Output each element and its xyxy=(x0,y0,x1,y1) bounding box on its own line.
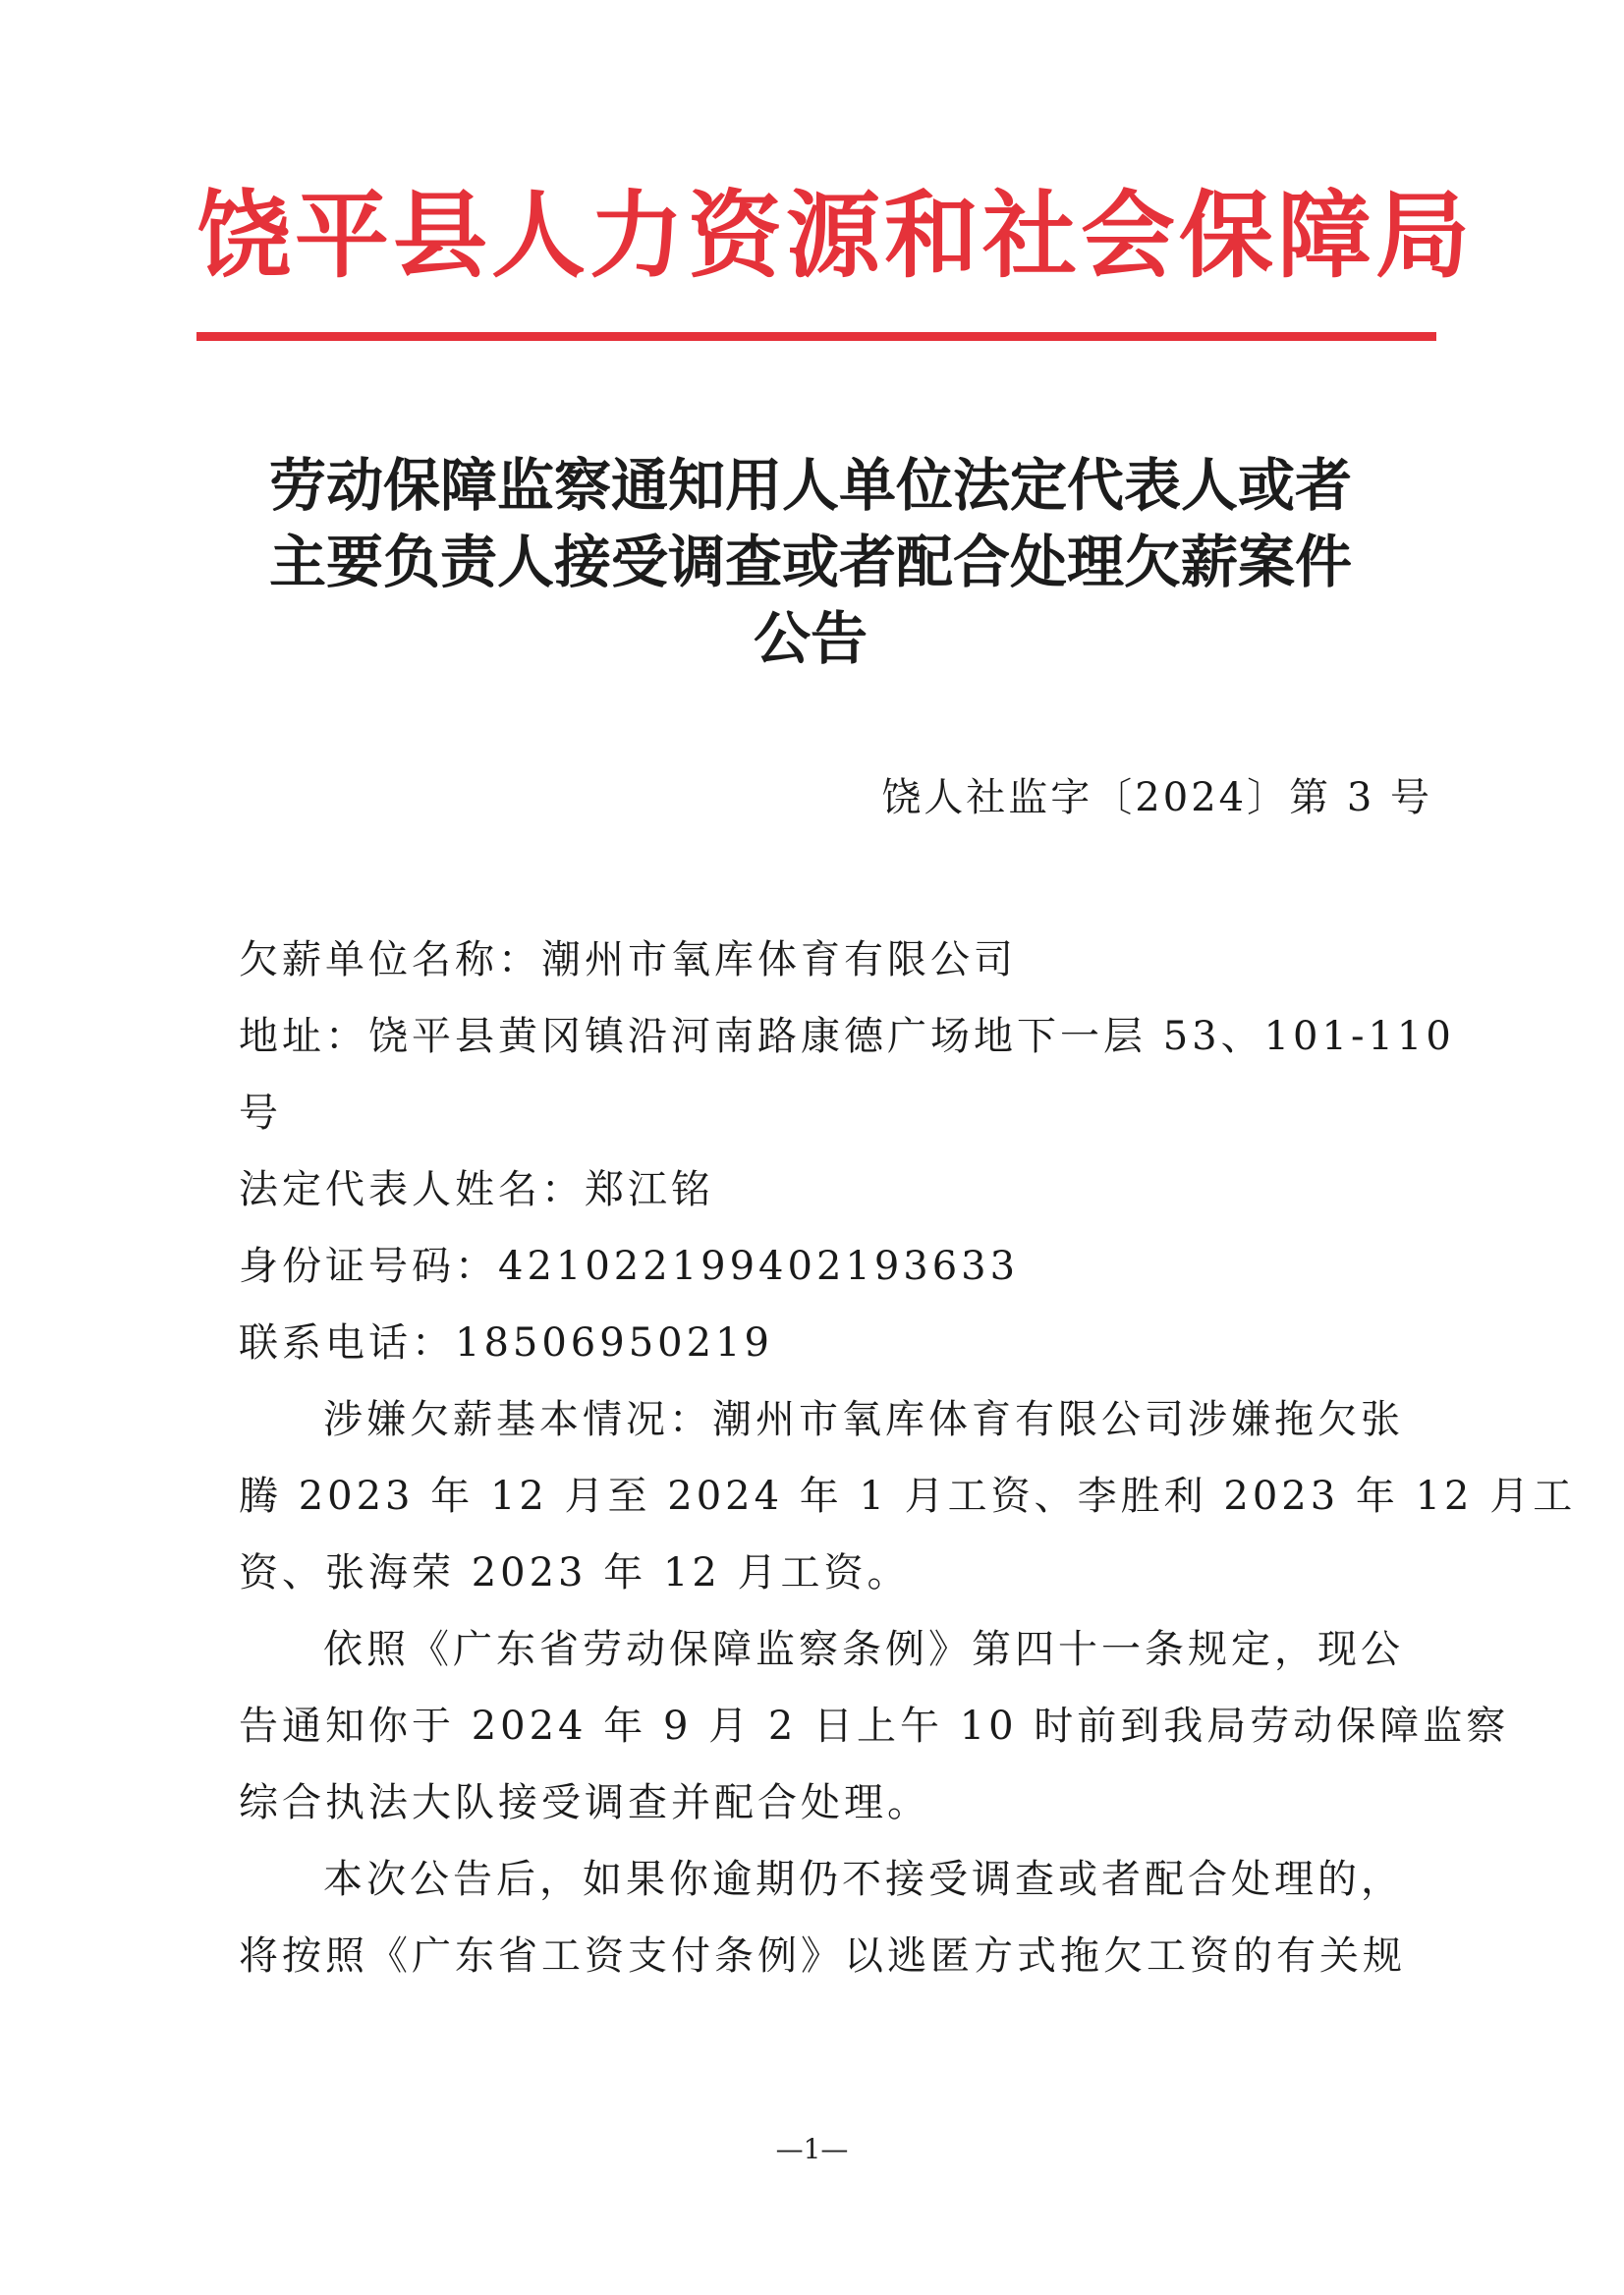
legal-basis-line: 依照《广东省劳动保障监察条例》第四十一条规定，现公 xyxy=(323,1627,1404,1672)
phone-line: 联系电话：18506950219 xyxy=(239,1320,773,1366)
case-summary-line: 腾 2023 年 12 月至 2024 年 1 月工资、李胜利 2023 年 12 月工 xyxy=(239,1474,1577,1519)
case-summary-line: 涉嫌欠薪基本情况：潮州市氧库体育有限公司涉嫌拖欠张 xyxy=(323,1397,1404,1442)
address-line: 地址：饶平县黄冈镇沿河南路康德广场地下一层 53、101-110 xyxy=(239,1014,1455,1059)
case-summary-line: 资、张海荣 2023 年 12 月工资。 xyxy=(239,1550,911,1595)
notice-title-line: 公告 xyxy=(753,605,868,672)
id-number-line: 身份证号码：421022199402193633 xyxy=(239,1244,1020,1289)
employer-name-line: 欠薪单位名称：潮州市氧库体育有限公司 xyxy=(239,937,1017,982)
issuing-organization-header: 饶平县人力资源和社会保障局 xyxy=(196,180,1474,291)
legal-basis-line: 告通知你于 2024 年 9 月 2 日上午 10 时前到我局劳动保障监察 xyxy=(239,1704,1510,1749)
address-line-continued: 号 xyxy=(239,1091,282,1136)
notice-title-line: 主要负责人接受调查或者配合处理欠薪案件 xyxy=(268,529,1352,595)
legal-representative-line: 法定代表人姓名：郑江铭 xyxy=(239,1167,714,1212)
page-number: —1— xyxy=(775,2133,849,2165)
notice-body xyxy=(239,922,1577,1994)
notice-title-line: 劳动保障监察通知用人单位法定代表人或者 xyxy=(268,452,1352,519)
red-divider-line xyxy=(196,332,1436,341)
notice-title xyxy=(196,447,1425,677)
legal-basis-line: 综合执法大队接受调查并配合处理。 xyxy=(239,1780,930,1825)
consequence-line: 本次公告后，如果你逾期仍不接受调查或者配合处理的， xyxy=(323,1857,1404,1902)
document-number: 饶人社监字〔2024〕第 3 号 xyxy=(881,775,1432,820)
consequence-line: 将按照《广东省工资支付条例》以逃匿方式拖欠工资的有关规 xyxy=(239,1933,1406,1979)
